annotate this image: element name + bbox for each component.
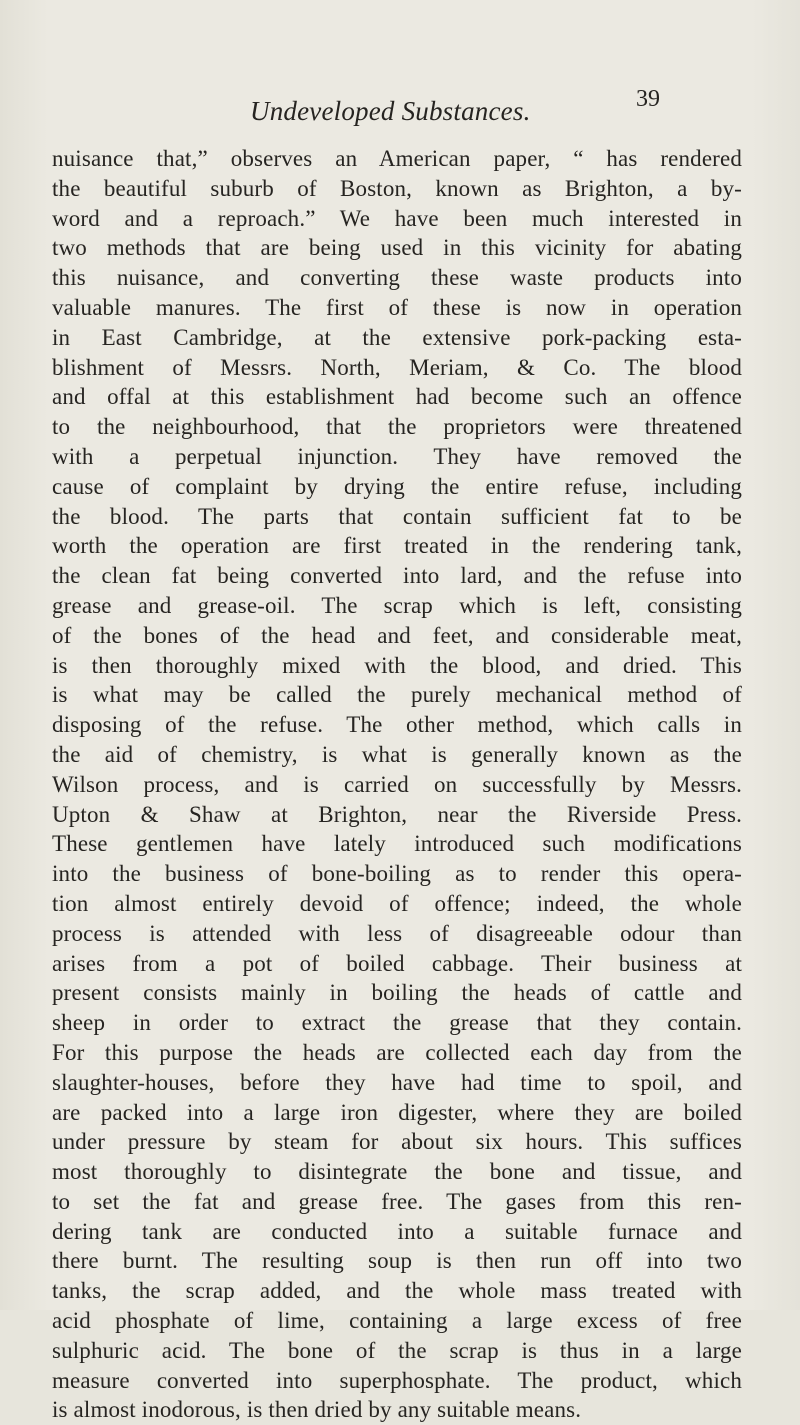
text-line: under pressure by steam for about six hours. This suffices <box>52 1129 742 1155</box>
text-line: with a perpetual injunction. They have removed the <box>52 443 742 469</box>
text-line: arises from a pot of boiled cabbage. Their business at <box>52 950 742 976</box>
text-line: sheep in order to extract the grease that they contain. <box>52 1010 742 1036</box>
text-line: tanks, the scrap added, and the whole mass treated with <box>52 1278 742 1304</box>
text-line: is then thoroughly mixed with the blood, and dried. This <box>52 652 742 678</box>
text-line: there burnt. The resulting soup is then run off into two <box>52 1248 742 1274</box>
text-line: two methods that are being used in this vicinity for abating <box>52 235 742 261</box>
text-line: and offal at this establishment had become such an offence <box>52 384 742 410</box>
page-number: 39 <box>636 86 660 112</box>
text-line: slaughter-houses, before they have had time to spoil, and <box>52 1069 742 1095</box>
text-line: valuable manures. The first of these is now in operation <box>52 294 742 320</box>
text-line: For this purpose the heads are collected each day from the <box>52 1039 742 1065</box>
text-line: present consists mainly in boiling the heads of cattle and <box>52 980 742 1006</box>
text-line: acid phosphate of lime, containing a large excess of free <box>52 1308 742 1334</box>
text-line: worth the operation are first treated in the rendering tank, <box>52 533 742 559</box>
text-line: tion almost entirely devoid of offence; indeed, the whole <box>52 890 742 916</box>
text-line: to the neighbourhood, that the proprietors were threatened <box>52 414 742 440</box>
text-line: this nuisance, and converting these waste products into <box>52 265 742 291</box>
text-line: sulphuric acid. The bone of the scrap is thus in a large <box>52 1337 742 1363</box>
text-line: to set the fat and grease free. The gases from this ren- <box>52 1188 742 1214</box>
text-line: process is attended with less of disagreeable odour than <box>52 920 742 946</box>
text-line: into the business of bone-boiling as to render this opera- <box>52 861 742 887</box>
text-line: in East Cambridge, at the extensive pork-packing esta- <box>52 324 742 350</box>
text-line: word and a reproach.” We have been much interested in <box>52 205 742 231</box>
text-line: grease and grease-oil. The scrap which is left, consisting <box>52 592 742 618</box>
text-line: the aid of chemistry, is what is generally known as the <box>52 741 742 767</box>
text-line: is almost inodorous, is then dried by any suitable means. <box>52 1397 582 1423</box>
text-line: the blood. The parts that contain sufficient fat to be <box>52 503 742 529</box>
text-line: dering tank are conducted into a suitable furnace and <box>52 1218 742 1244</box>
text-line: Upton & Shaw at Brighton, near the Riverside Press. <box>52 801 742 827</box>
text-line: most thoroughly to disintegrate the bone and tissue, and <box>52 1159 742 1185</box>
text-line: are packed into a large iron digester, where they are boiled <box>52 1099 742 1125</box>
running-head <box>250 86 670 136</box>
text-line: blishment of Messrs. North, Meriam, & Co. The blood <box>52 354 742 380</box>
text-line: cause of complaint by drying the entire refuse, including <box>52 473 742 499</box>
text-line: Wilson process, and is carried on successfully by Messrs. <box>52 771 742 797</box>
text-line: nuisance that,” observes an American paper, “ has rendered <box>52 146 742 171</box>
body-text <box>52 144 742 1425</box>
text-line: the beautiful suburb of Boston, known as Brighton, a by- <box>52 175 742 201</box>
text-line: of the bones of the head and feet, and considerable meat, <box>52 622 742 648</box>
text-line: disposing of the refuse. The other method, which calls in <box>52 712 742 738</box>
text-line: the clean fat being converted into lard, and the refuse into <box>52 563 742 589</box>
text-line: is what may be called the purely mechanical method of <box>52 682 742 708</box>
running-title: Undeveloped Substances. <box>250 96 531 126</box>
text-line: These gentlemen have lately introduced such modifications <box>52 831 742 857</box>
text-line: measure converted into superphosphate. The product, which <box>52 1367 742 1393</box>
